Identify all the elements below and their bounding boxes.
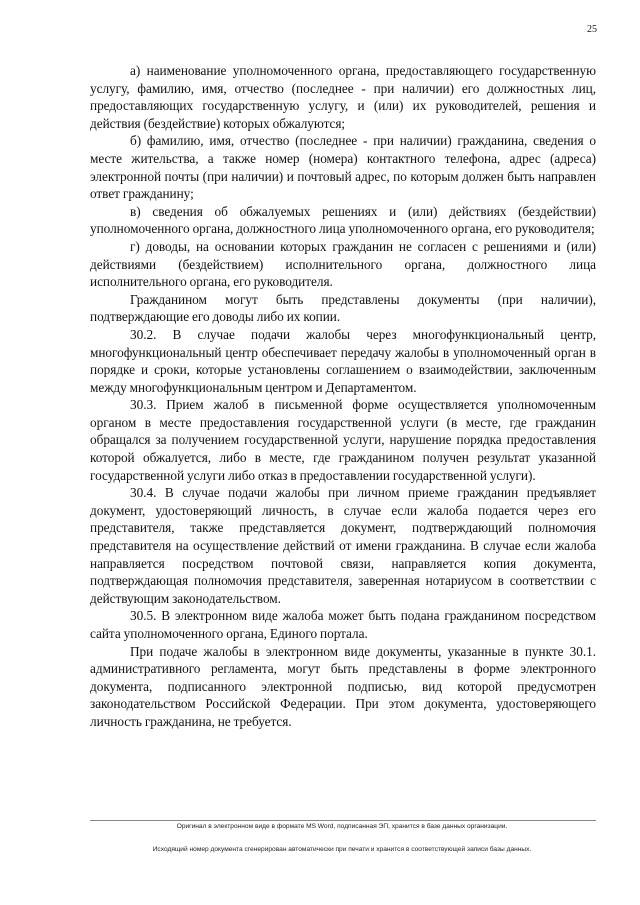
- paragraph-documents-note: Гражданином могут быть представлены документы (при наличии), подтверждающие его доводы либо их копии.: [90, 291, 596, 325]
- paragraph-electronic-submission: При подаче жалобы в электронном виде документы, указанные в пункте 30.1. административного регламента, могут быть представлены в форме электронного документа, подписанного электронной подписью, вид которой предусмотрен законодательством Российской Федерации. При этом документа, удостоверяющего личность гражданина, не требуется.: [90, 643, 596, 729]
- document-body: [90, 62, 596, 731]
- paragraph-30-5: 30.5. В электронном виде жалоба может быть подана гражданином посредством сайта уполномоченного органа, Единого портала.: [90, 608, 596, 641]
- paragraph-30-4: 30.4. В случае подачи жалобы при личном приеме гражданин предъявляет документ, удостоверяющий личность, в случае если жалоба подается через его представителя, также представляется документ, подтверждающий полномочия представителя на осуществление действий от имени гражданина. В случае если жалоба направляется посредством почтовой связи, направляется копия документа, подтверждающая полномочия представителя, заверенная нотариусом в соответствии с действующим законодательством.: [90, 485, 596, 606]
- page-number: 25: [587, 24, 597, 35]
- footer-divider: [90, 820, 596, 821]
- paragraph-item-b: б) фамилию, имя, отчество (последнее - при наличии) гражданина, сведения о месте жительства, а также номер (номера) контактного телефона, адрес (адреса) электронной почты (при наличии) и почтовый адрес, по которым должен быть направлен ответ гражданину;: [90, 133, 596, 202]
- paragraph-30-3: 30.3. Прием жалоб в письменной форме осуществляется уполномоченным органом в месте предоставления государственной услуги (в месте, где гражданин обращался за получением государственной услуги, нарушение порядка предоставления которой обжалуется, либо в месте, где гражданином получен результат указанной государственной услуги либо отказ в предоставлении государственной услуги).: [90, 397, 596, 483]
- paragraph-item-g: г) доводы, на основании которых гражданин не согласен с решениями и (или) действиями (бездействием) исполнительного органа, должностного лица исполнительного органа, его руководителя.: [90, 238, 596, 290]
- footer-original-note: Оригинал в электронном виде в формате MS Word, подписанная ЭП, хранится в базе данных организации.: [176, 823, 508, 830]
- paragraph-item-a: а) наименование уполномоченного органа, предоставляющего государственную услугу, фамилию, имя, отчество (последнее - при наличии) его должностных лиц, предоставляющих государственную услугу, и (или) их руководителей, решения и действия (бездействие) которых обжалуются;: [90, 63, 596, 131]
- paragraph-item-v: в) сведения об обжалуемых решениях и (или) действиях (бездействии) уполномоченного органа, должностного лица уполномоченного органа, его руководителя;: [90, 203, 596, 237]
- footer-outgoing-number-note: Исходящий номер документа сгенерирован автоматически при печати и хранится в соответствующей записи базы данных.: [152, 846, 532, 853]
- paragraph-30-2: 30.2. В случае подачи жалобы через многофункциональный центр, многофункциональный центр обеспечивает передачу жалобы в уполномоченный орган в порядке и сроки, которые установлены соглашением о взаимодействии, заключенным между многофункциональным центром и Департаментом.: [90, 326, 596, 395]
